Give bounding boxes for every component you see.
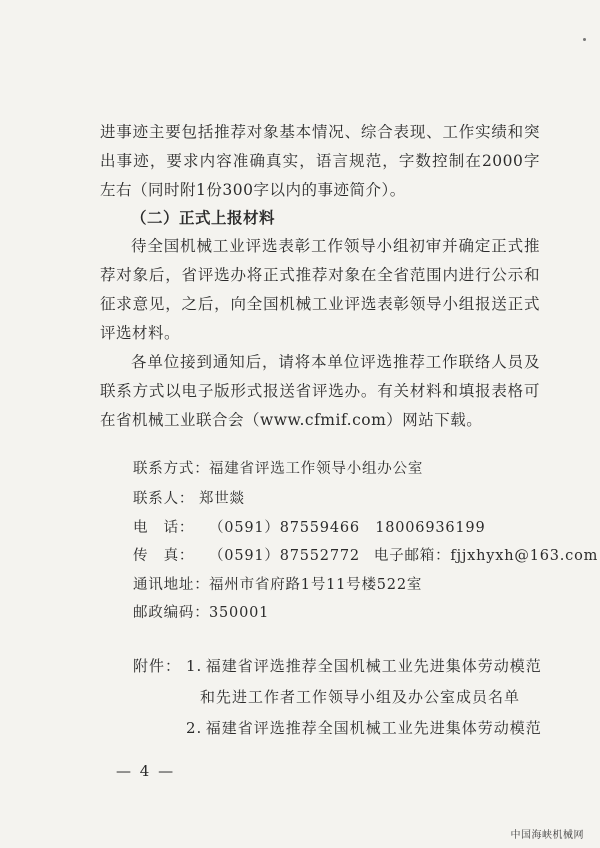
attachment-2-number: 2. [186, 719, 203, 737]
contact-fax-label: 传 真： [133, 548, 195, 564]
attachment-item-2 [186, 714, 546, 742]
contact-postal-label: 邮政编码： [133, 605, 210, 621]
contact-phone-row [133, 517, 485, 539]
attachment-1-line2: 和先进工作者工作领导小组及办公室成员名单 [200, 688, 521, 706]
contact-person-value: 郑世燚 [199, 491, 245, 507]
contact-phone-value: （0591）87559466 18006936199 [209, 520, 486, 536]
contact-fax-row [133, 545, 598, 567]
page-number: — 4 — [116, 762, 176, 780]
contact-method-label: 联系方式： [133, 461, 210, 477]
attachment-item-1 [186, 652, 546, 680]
contact-postal-value: 350001 [209, 605, 270, 621]
contact-method-value: 福建省评选工作领导小组办公室 [209, 461, 424, 477]
attachment-1-line1: 福建省评选推荐全国机械工业先进集体劳动模范 [205, 657, 542, 675]
body-paragraph-3: 各单位接到通知后，请将本单位评选推荐工作联络人员及联系方式以电子版形式报送省评选办。有关材料和填报表格可在省机械工业联合会（www.cfmif.com）网站下载。 [100, 353, 540, 429]
contact-email-value: fjjxhyxh@163.com [450, 548, 599, 564]
attachment-2-line1: 福建省评选推荐全国机械工业先进集体劳动模范 [205, 719, 542, 737]
attachment-1-number: 1. [186, 657, 203, 675]
contact-person-label: 联系人： [133, 491, 195, 507]
contact-address-value: 福州市省府路1号11号楼522室 [209, 577, 423, 593]
contact-email-label: 电子邮箱： [373, 548, 451, 564]
attachment-item-1-cont [200, 683, 560, 711]
contact-postal-row [133, 602, 269, 624]
contact-address-row [133, 574, 422, 596]
attachments-label: 附件： [133, 657, 182, 675]
body-paragraph-2: 待全国机械工业评选表彰工作领导小组初审并确定正式推荐对象后，省评选办将正式推荐对象在全省范围内进行公示和征求意见，之后，向全国机械工业评选表彰领导小组报送正式评选材料。 [100, 237, 540, 342]
contact-method-row [133, 458, 423, 480]
contact-fax-value: （0591）87552772 [209, 548, 360, 564]
body-paragraph-1: 进事迹主要包括推荐对象基本情况、综合表现、工作实绩和突出事迹，要求内容准确真实，语言规范，字数控制在2000字左右（同时附1份300字以内的事迹简介）。 [100, 123, 540, 199]
contact-address-label: 通讯地址： [133, 577, 210, 593]
contact-phone-label: 电 话： [133, 520, 195, 536]
scan-speck [583, 38, 586, 41]
contact-person-row [133, 488, 245, 510]
section-heading-2: （二）正式上报材料 [131, 208, 276, 227]
site-watermark: 中国海峡机械网 [510, 830, 584, 841]
